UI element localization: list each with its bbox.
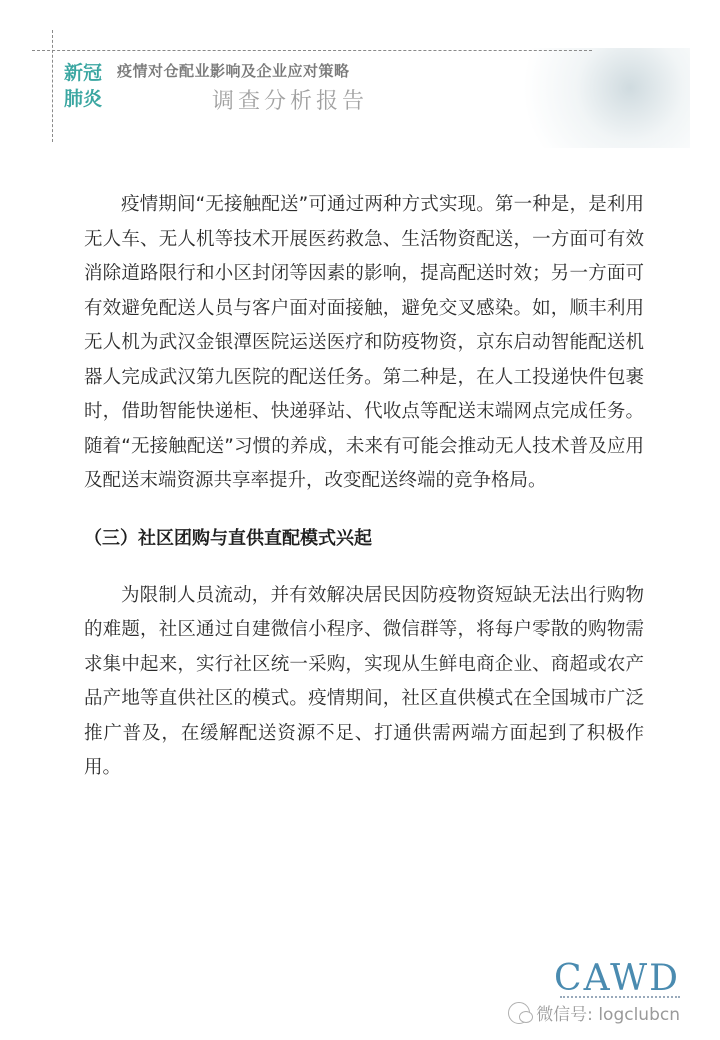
virus-background-image	[490, 48, 690, 148]
paragraph: 疫情期间“无接触配送”可通过两种方式实现。第一种是，是利用无人车、无人机等技术开展医药救急、生活物资配送，一方面可有效消除道路限行和小区封闭等因素的影响，提高配送时效；另一方面可有效避免配送人员与客户面对面接触，避免交叉感染。如，顺丰利用无人机为武汉金银潭医院运送医疗和防疫物资，京东启动智能配送机器人完成武汉第九医院的配送任务。第二种是，在人工投递快件包裹时，借助智能快递柜、快递驿站、代收点等配送末端网点完成任务。随着“无接触配送”习惯的养成，未来有可能会推动无人技术普及应用及配送末端资源共享率提升，改变配送终端的竞争格局。	[84, 194, 644, 491]
header-dashed-vertical-line	[52, 30, 53, 142]
page-header	[0, 0, 720, 150]
article-body	[84, 188, 644, 786]
header-report-title: 调查分析报告	[212, 89, 369, 114]
header-dashed-line	[32, 50, 592, 51]
paragraph: 为限制人员流动，并有效解决居民因防疫物资短缺无法出行购物的难题，社区通过自建微信小程序、微信群等，将每户零散的购物需求集中起来，实行社区统一采购，实现从生鲜电商企业、商超或农产品产地等直供社区的模式。疫情期间，社区直供模式在全国城市广泛推广普及，在缓解配送资源不足、打通供需两端方面起到了积极作用。	[84, 584, 644, 778]
cawd-logo: CAWD	[554, 958, 680, 999]
header-tag	[64, 60, 114, 112]
header-tag-line1: 新冠	[64, 62, 103, 84]
section-heading: （三）社区团购与直供直配模式兴起	[84, 527, 372, 549]
header-tag-line2: 肺炎	[64, 88, 103, 110]
wechat-label: 微信号: logclubcn	[536, 1005, 680, 1025]
wechat-id	[508, 1000, 680, 1025]
header-subtitle: 疫情对仓配业影响及企业应对策略	[117, 62, 350, 80]
wechat-icon	[508, 1002, 530, 1024]
